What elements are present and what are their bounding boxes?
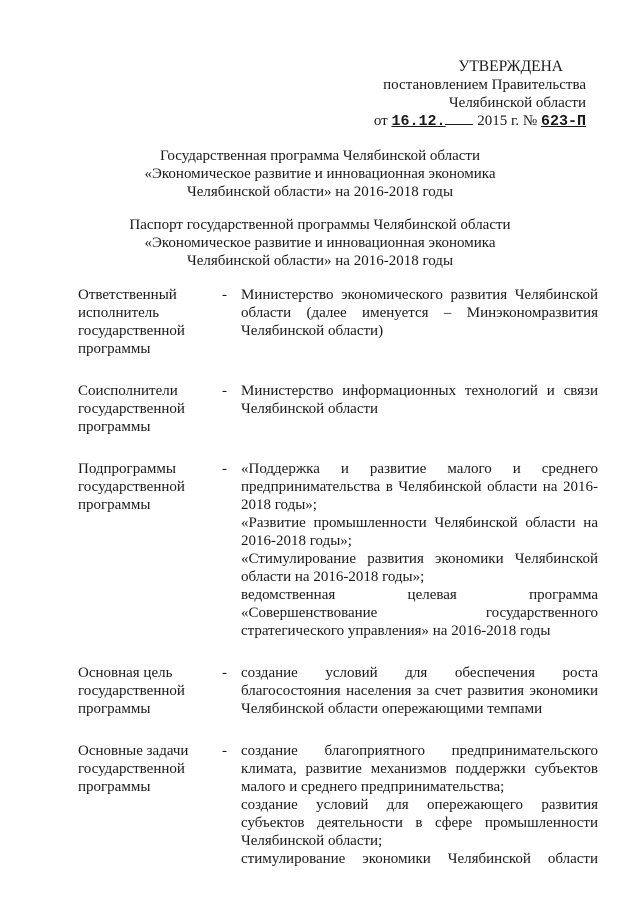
row-value-paragraph: «Стимулирование развития экономики Челябинской области на 2016-2018 годы»;: [241, 551, 598, 585]
passport-heading: [0, 216, 640, 270]
row-value-paragraph: Министерство информационных технологий и связи Челябинской области: [241, 383, 598, 417]
program-heading-line: Челябинской области» на 2016-2018 годы: [186, 184, 454, 200]
row-value: [241, 460, 598, 640]
row-dash: -: [222, 287, 227, 303]
row-dash: -: [222, 743, 227, 759]
passport-row-coexecutors: [78, 382, 598, 436]
program-heading-line: «Экономическое развитие и инновационная экономика: [144, 166, 496, 182]
row-value-paragraph: создание условий для опережающего развития субъектов деятельности в сфере промышленности Челябинской области;: [241, 797, 598, 849]
passport-row-main-goal: [78, 664, 598, 718]
row-label: Соисполнители государственной программы: [78, 383, 185, 435]
underline-gap: [445, 112, 473, 125]
approval-title: УТВЕРЖДЕНА: [458, 58, 563, 75]
row-value-paragraph: создание благоприятного предпринимательского климата, развитие механизмов поддержки субъектов малого и среднего предпринимательства;: [241, 743, 598, 795]
passport-table: [78, 286, 598, 892]
row-label: Основные задачи государственной программы: [78, 743, 189, 795]
passport-heading-line: Паспорт государственной программы Челябинской области: [129, 217, 511, 233]
row-value-paragraph: «Поддержка и развитие малого и среднего предпринимательства в Челябинской области на 2016-2018 годы»;: [241, 461, 598, 513]
row-value-paragraph: стимулирование экономики Челябинской области: [241, 851, 598, 867]
year-number-text: 2015 г. №: [477, 113, 538, 129]
row-label: Ответственный исполнитель государственной программы: [78, 287, 185, 357]
approval-line-2: Челябинской области: [448, 95, 586, 111]
passport-heading-line: Челябинской области» на 2016-2018 годы: [186, 253, 454, 269]
approval-line-1: постановлением Правительства: [383, 77, 586, 93]
row-value-paragraph: ведомственная целевая программа «Совершенствование государственного стратегического управления» на 2016-2018 годы: [241, 587, 598, 639]
row-value: [241, 742, 598, 868]
approval-stamp: [356, 58, 586, 131]
row-value-paragraph: Министерство экономического развития Челябинской области (далее именуется – Минэкономразвития Челябинской области): [241, 287, 598, 339]
passport-row-responsible: [78, 286, 598, 358]
row-dash: -: [222, 665, 227, 681]
passport-row-subprograms: [78, 460, 598, 640]
program-heading: [0, 147, 640, 201]
row-dash: -: [222, 383, 227, 399]
row-label: Подпрограммы государственной программы: [78, 461, 185, 513]
row-label: Основная цель государственной программы: [78, 665, 185, 717]
handwritten-date: 16.12.: [391, 113, 446, 130]
program-heading-line: Государственная программа Челябинской области: [160, 148, 480, 164]
row-dash: -: [222, 461, 227, 477]
row-value: [241, 382, 598, 436]
row-value: [241, 286, 598, 358]
approval-date-line: [356, 112, 586, 131]
handwritten-number: 623-П: [540, 113, 586, 130]
row-value-paragraph: «Развитие промышленности Челябинской области на 2016-2018 годы»;: [241, 515, 598, 549]
passport-row-main-tasks: [78, 742, 598, 868]
passport-heading-line: «Экономическое развитие и инновационная экономика: [144, 235, 496, 251]
row-value-paragraph: создание условий для обеспечения роста благосостояния населения за счет развития экономики Челябинской области опережающими темпами: [241, 665, 598, 717]
date-prefix: от: [373, 113, 388, 129]
row-value: [241, 664, 598, 718]
